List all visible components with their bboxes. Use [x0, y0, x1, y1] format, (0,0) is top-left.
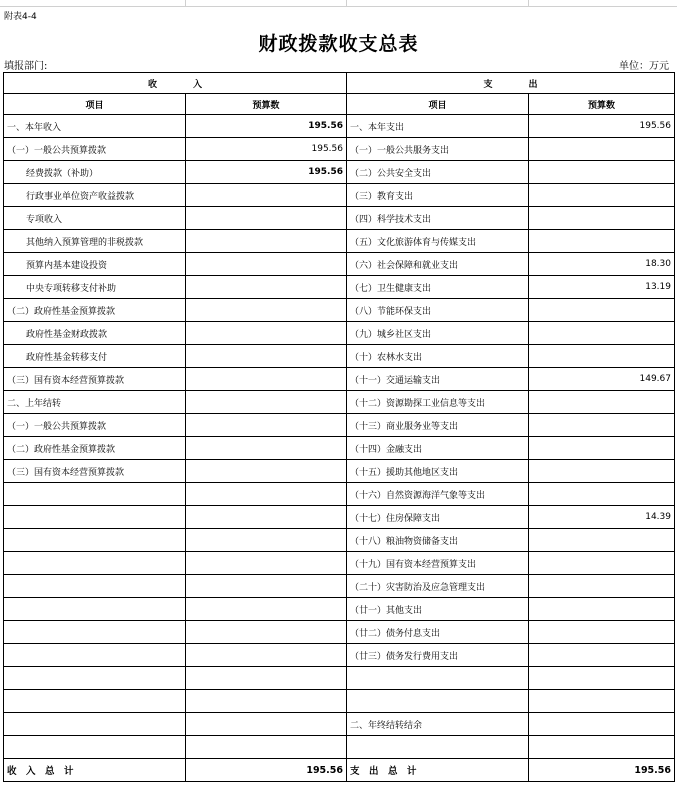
- income-item-cell[interactable]: [4, 667, 186, 690]
- budget-table: [3, 72, 675, 782]
- income-budget-cell[interactable]: [186, 345, 347, 368]
- expense-item-cell[interactable]: （二十）灾害防治及应急管理支出: [347, 575, 529, 598]
- income-budget-cell[interactable]: [186, 713, 347, 736]
- income-item-cell[interactable]: （二）政府性基金预算拨款: [4, 437, 186, 460]
- expense-budget-cell[interactable]: [529, 391, 675, 414]
- expense-budget-cell[interactable]: [529, 552, 675, 575]
- table-row: [4, 391, 675, 414]
- expense-budget-header[interactable]: 预算数: [529, 94, 675, 115]
- expense-total-label[interactable]: 支 出 总 计: [347, 759, 529, 782]
- expense-budget-cell[interactable]: [529, 322, 675, 345]
- expense-budget-cell[interactable]: [529, 299, 675, 322]
- expense-item-cell[interactable]: （十五）援助其他地区支出: [347, 460, 529, 483]
- income-item-cell[interactable]: 政府性基金转移支付: [4, 345, 186, 368]
- table-row: [4, 138, 675, 161]
- income-budget-cell[interactable]: 195.56: [186, 138, 347, 161]
- fill-department-label: 填报部门:: [4, 61, 48, 72]
- expense-item-cell[interactable]: [347, 667, 529, 690]
- income-budget-cell[interactable]: [186, 460, 347, 483]
- expense-item-cell[interactable]: （八）节能环保支出: [347, 299, 529, 322]
- income-budget-cell[interactable]: 195.56: [186, 161, 347, 184]
- table-row: [4, 552, 675, 575]
- expense-item-cell[interactable]: （九）城乡社区支出: [347, 322, 529, 345]
- expense-item-cell[interactable]: （廿三）债务发行费用支出: [347, 644, 529, 667]
- income-item-cell[interactable]: [4, 644, 186, 667]
- table-row: [4, 276, 675, 299]
- income-item-cell[interactable]: 一、本年收入: [4, 115, 186, 138]
- expense-item-cell[interactable]: （一）一般公共服务支出: [347, 138, 529, 161]
- table-row: [4, 690, 675, 713]
- expense-budget-cell[interactable]: [529, 138, 675, 161]
- expense-budget-cell[interactable]: 18.30: [529, 253, 675, 276]
- expense-item-cell[interactable]: （十九）国有资本经营预算支出: [347, 552, 529, 575]
- income-section-header[interactable]: 收 入: [4, 73, 347, 94]
- expense-item-cell[interactable]: （十七）住房保障支出: [347, 506, 529, 529]
- table-row: [4, 506, 675, 529]
- income-budget-cell[interactable]: [186, 414, 347, 437]
- income-budget-cell[interactable]: [186, 437, 347, 460]
- expense-budget-cell[interactable]: [529, 345, 675, 368]
- table-row: [4, 253, 675, 276]
- income-budget-cell[interactable]: [186, 644, 347, 667]
- expense-item-cell[interactable]: （十四）金融支出: [347, 437, 529, 460]
- income-total-value[interactable]: 195.56: [186, 759, 347, 782]
- expense-budget-cell[interactable]: 14.39: [529, 506, 675, 529]
- expense-budget-cell[interactable]: [529, 644, 675, 667]
- previous-row-border: [0, 0, 677, 7]
- table-row: [4, 575, 675, 598]
- table-row: [4, 322, 675, 345]
- income-item-cell[interactable]: [4, 621, 186, 644]
- expense-budget-cell[interactable]: [529, 207, 675, 230]
- expense-budget-cell[interactable]: 13.19: [529, 276, 675, 299]
- expense-budget-cell[interactable]: [529, 460, 675, 483]
- income-item-cell[interactable]: [4, 598, 186, 621]
- expense-budget-cell[interactable]: [529, 667, 675, 690]
- page-title: 财政拨款收支总表: [258, 33, 419, 55]
- income-item-cell[interactable]: 行政事业单位资产收益拨款: [4, 184, 186, 207]
- table-row: [4, 460, 675, 483]
- table-row: [4, 161, 675, 184]
- table-row: [4, 115, 675, 138]
- income-budget-cell[interactable]: [186, 322, 347, 345]
- income-item-cell[interactable]: [4, 575, 186, 598]
- table-row: [4, 713, 675, 736]
- income-budget-cell[interactable]: [186, 207, 347, 230]
- income-budget-cell[interactable]: [186, 253, 347, 276]
- table-row: [4, 184, 675, 207]
- income-budget-cell[interactable]: [186, 575, 347, 598]
- income-budget-cell[interactable]: [186, 598, 347, 621]
- income-budget-cell[interactable]: [186, 276, 347, 299]
- table-row: [4, 667, 675, 690]
- total-row: [4, 759, 675, 782]
- income-budget-cell[interactable]: [186, 621, 347, 644]
- income-item-cell[interactable]: [4, 552, 186, 575]
- income-item-cell[interactable]: 专项收入: [4, 207, 186, 230]
- income-budget-cell[interactable]: [186, 667, 347, 690]
- annex-label: 附表4-4: [4, 12, 37, 22]
- expense-budget-cell[interactable]: [529, 184, 675, 207]
- income-item-cell[interactable]: [4, 529, 186, 552]
- table-row: [4, 437, 675, 460]
- income-item-cell[interactable]: （三）国有资本经营预算拨款: [4, 368, 186, 391]
- expense-item-cell[interactable]: [347, 690, 529, 713]
- expense-item-cell[interactable]: （十二）资源勘探工业信息等支出: [347, 391, 529, 414]
- table-row: [4, 414, 675, 437]
- income-total-label[interactable]: 收 入 总 计: [4, 759, 186, 782]
- expense-budget-cell[interactable]: [529, 736, 675, 759]
- expense-item-header[interactable]: 项目: [347, 94, 529, 115]
- expense-budget-cell[interactable]: [529, 437, 675, 460]
- income-budget-cell[interactable]: [186, 529, 347, 552]
- income-budget-cell[interactable]: [186, 299, 347, 322]
- expense-item-cell[interactable]: （十一）交通运输支出: [347, 368, 529, 391]
- income-item-cell[interactable]: （一）一般公共预算拨款: [4, 138, 186, 161]
- expense-budget-cell[interactable]: [529, 483, 675, 506]
- income-item-cell[interactable]: 其他纳入预算管理的非税拨款: [4, 230, 186, 253]
- expense-budget-cell[interactable]: [529, 230, 675, 253]
- income-budget-cell[interactable]: [186, 483, 347, 506]
- expense-total-value[interactable]: 195.56: [529, 759, 675, 782]
- income-item-cell[interactable]: （二）政府性基金预算拨款: [4, 299, 186, 322]
- expense-item-cell[interactable]: [347, 736, 529, 759]
- table-row: [4, 644, 675, 667]
- income-item-cell[interactable]: 预算内基本建设投资: [4, 253, 186, 276]
- income-item-cell[interactable]: [4, 690, 186, 713]
- section-header-row: [4, 73, 675, 94]
- expense-item-cell[interactable]: 一、本年支出: [347, 115, 529, 138]
- expense-budget-cell[interactable]: [529, 529, 675, 552]
- table-row: [4, 345, 675, 368]
- expense-budget-cell[interactable]: 195.56: [529, 115, 675, 138]
- income-budget-cell[interactable]: [186, 506, 347, 529]
- expense-item-cell[interactable]: （廿二）债务付息支出: [347, 621, 529, 644]
- income-budget-cell[interactable]: [186, 690, 347, 713]
- income-budget-cell[interactable]: [186, 368, 347, 391]
- income-item-cell[interactable]: 政府性基金财政拨款: [4, 322, 186, 345]
- expense-item-cell[interactable]: （十）农林水支出: [347, 345, 529, 368]
- income-item-cell[interactable]: （三）国有资本经营预算拨款: [4, 460, 186, 483]
- expense-item-cell[interactable]: （十八）粮油物资储备支出: [347, 529, 529, 552]
- income-item-cell[interactable]: [4, 736, 186, 759]
- income-budget-cell[interactable]: [186, 391, 347, 414]
- table-row: [4, 368, 675, 391]
- unit-label: 单位：万元: [619, 61, 669, 72]
- income-item-cell[interactable]: 经费拨款（补助）: [4, 161, 186, 184]
- income-item-cell[interactable]: [4, 483, 186, 506]
- column-header-row: [4, 94, 675, 115]
- expense-budget-cell[interactable]: [529, 621, 675, 644]
- expense-budget-cell[interactable]: [529, 414, 675, 437]
- income-budget-cell[interactable]: 195.56: [186, 115, 347, 138]
- income-item-cell[interactable]: [4, 506, 186, 529]
- expense-item-cell[interactable]: （十三）商业服务业等支出: [347, 414, 529, 437]
- expense-item-cell[interactable]: （六）社会保障和就业支出: [347, 253, 529, 276]
- expense-budget-cell[interactable]: [529, 690, 675, 713]
- expense-item-cell[interactable]: （四）科学技术支出: [347, 207, 529, 230]
- table-row: [4, 736, 675, 759]
- expense-item-cell[interactable]: （五）文化旅游体育与传媒支出: [347, 230, 529, 253]
- income-item-cell[interactable]: 二、上年结转: [4, 391, 186, 414]
- income-item-header[interactable]: 项目: [4, 94, 186, 115]
- expense-item-cell[interactable]: （三）教育支出: [347, 184, 529, 207]
- table-row: [4, 483, 675, 506]
- table-row: [4, 598, 675, 621]
- income-item-cell[interactable]: （一）一般公共预算拨款: [4, 414, 186, 437]
- expense-item-cell[interactable]: （二）公共安全支出: [347, 161, 529, 184]
- expense-budget-cell[interactable]: [529, 598, 675, 621]
- table-row: [4, 207, 675, 230]
- expense-item-cell[interactable]: （七）卫生健康支出: [347, 276, 529, 299]
- table-row: [4, 621, 675, 644]
- income-budget-cell[interactable]: [186, 184, 347, 207]
- income-budget-cell[interactable]: [186, 230, 347, 253]
- expense-item-cell[interactable]: （廿一）其他支出: [347, 598, 529, 621]
- income-budget-cell[interactable]: [186, 736, 347, 759]
- expense-budget-cell[interactable]: [529, 575, 675, 598]
- expense-section-header[interactable]: 支 出: [347, 73, 675, 94]
- income-budget-header[interactable]: 预算数: [186, 94, 347, 115]
- table-row: [4, 529, 675, 552]
- income-item-cell[interactable]: [4, 713, 186, 736]
- table-row: [4, 299, 675, 322]
- expense-item-cell[interactable]: （十六）自然资源海洋气象等支出: [347, 483, 529, 506]
- expense-budget-cell[interactable]: [529, 161, 675, 184]
- expense-budget-cell[interactable]: [529, 713, 675, 736]
- income-budget-cell[interactable]: [186, 552, 347, 575]
- expense-budget-cell[interactable]: 149.67: [529, 368, 675, 391]
- income-item-cell[interactable]: 中央专项转移支付补助: [4, 276, 186, 299]
- expense-item-cell[interactable]: 二、年终结转结余: [347, 713, 529, 736]
- table-row: [4, 230, 675, 253]
